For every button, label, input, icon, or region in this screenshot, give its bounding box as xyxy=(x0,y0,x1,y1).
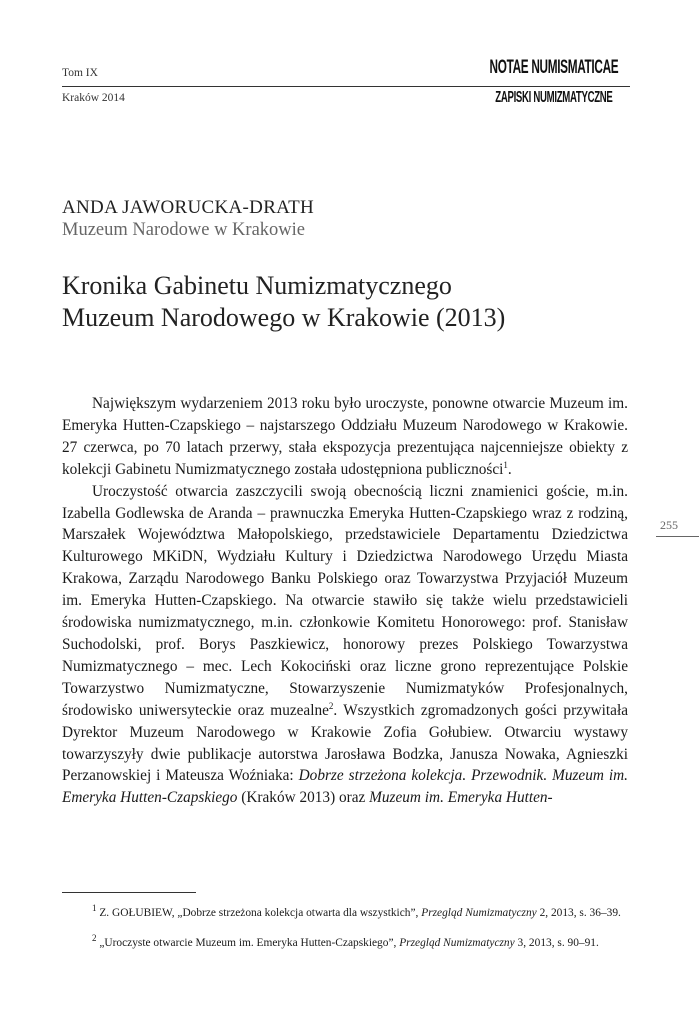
paragraph-2-text-c: (Kraków 2013) oraz xyxy=(237,789,370,807)
journal-title-latin: NOTAE NUMISMATICAE xyxy=(489,57,619,78)
footnote-divider xyxy=(62,892,196,893)
footnote-2-number: 2 xyxy=(92,933,97,944)
footnote-1 xyxy=(62,903,628,921)
paragraph-2-text-b: . Wszystkich zgromadzonych gości przywitała Dyrektor Muzeum Narodowego w Krakowie Zofia Gołubiew. Otwarciu wystawy towarzyszyły dwie publikacje autorstwa Jarosława Bodzka, Janusza Nowaka, Agnieszki Perzanowskiej i Mateusza Woźniaka: xyxy=(62,701,628,785)
volume-label: Tom IX xyxy=(62,67,98,79)
book-title-1: Dobrze strzeżona kolekcja. Przewodnik. Muzeum im. Emeryka Hutten-Czapskiego xyxy=(62,767,628,807)
paragraph-1-text: Największym wydarzeniem 2013 roku było uroczyste, ponowne otwarcie Muzeum im. Emeryka Hutten-Czapskiego – najstarszego Oddziału Muzeum Narodowego w Krakowie. 27 czerwca, po 70 latach przerwy, stała ekspozycja prezentująca najcenniejsze obiekty z kolekcji Gabinetu Numizmatycznego została udostępniona publiczności xyxy=(62,395,628,478)
header-divider xyxy=(62,86,630,87)
paragraph-2-text-a: Uroczystość otwarcia zaszczycili swoją obecnością liczni znamienici goście, m.in. Izabella Godlewska de Aranda – prawnuczka Emeryka Hutten-Czapskiego wraz z rodziną, Marszałek Województwa Małopolskiego, przedstawiciele Departamentu Dziedzictwa Kulturowego MKiDN, Wydziału Kultury i Dziedzictwa Narodowego Urzędu Miasta Krakowa, Zarządu Narodowego Banku Polskiego oraz Towarzystwa Przyjaciół Muzeum im. Emeryka Hutten-Czapskiego. Na otwarcie stawiło się także wielu przedstawicieli środowiska numizmatycznego, m.in. członkowie Komitetu Honorowego: prof. Stanisław Suchodolski, prof. Borys Paszkiewicz, honorowy prezes Polskiego Towarzystwa Numizmatycznego – mec. Lech Kokociński oraz liczne grono reprezentujące Polskie Towarzystwo Numizmatyczne, Stowarzyszenie Numizmatyków Profesjonalnych, środowisko uniwersyteckie oraz muzealne xyxy=(62,482,628,719)
footnote-1-number: 1 xyxy=(92,903,97,914)
footnote-1-citation: 2, 2013, s. 36–39. xyxy=(536,907,621,919)
journal-title-polish: ZAPISKI NUMIZMATYCZNE xyxy=(495,89,613,106)
paragraph-2 xyxy=(62,481,628,810)
footnote-2-citation: 3, 2013, s. 90–91. xyxy=(514,937,599,949)
page-number-rule xyxy=(656,536,699,537)
paragraph-1-end: . xyxy=(507,460,512,478)
footnote-1-journal: Przegląd Numizmatyczny xyxy=(421,907,537,919)
author-name: ANDA JAWORUCKA-DRATH xyxy=(62,197,315,218)
article-title-line-2: Muzeum Narodowego w Krakowie (2013) xyxy=(62,303,506,332)
article-title-line-1: Kronika Gabinetu Numizmatycznego xyxy=(62,271,452,300)
footnote-2-text: „Uroczyste otwarcie Muzeum im. Emeryka Hutten-Czapskiego”, xyxy=(96,937,400,949)
article-body xyxy=(62,393,628,809)
place-year-label: Kraków 2014 xyxy=(62,92,125,104)
page-number: 255 xyxy=(660,518,678,532)
article-title xyxy=(62,270,642,334)
book-title-2: Muzeum im. Emeryka Hutten- xyxy=(369,789,553,807)
footnote-2-journal: Przegląd Numizmatyczny xyxy=(399,937,515,949)
footnote-ref-1[interactable]: 1 xyxy=(503,459,508,470)
paragraph-1 xyxy=(62,393,628,481)
footnote-ref-2[interactable]: 2 xyxy=(328,700,334,711)
author-affiliation: Muzeum Narodowe w Krakowie xyxy=(62,220,305,240)
footnote-2 xyxy=(62,933,628,951)
footnote-1-text: Z. GOŁUBIEW, „Dobrze strzeżona kolekcja otwarta dla wszystkich”, xyxy=(96,907,422,919)
